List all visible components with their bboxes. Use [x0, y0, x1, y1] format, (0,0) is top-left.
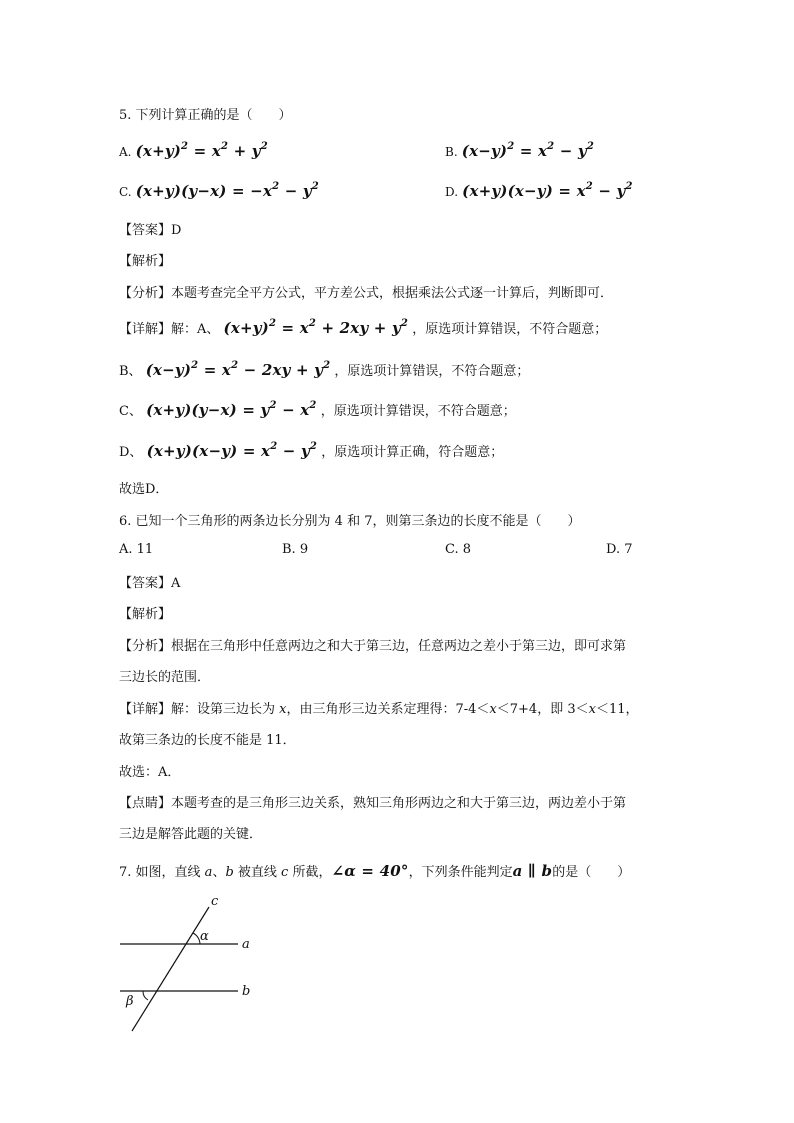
var-b: b: [225, 865, 234, 880]
q6-detail-1: [119, 698, 639, 717]
q5-option-d: [445, 182, 633, 200]
label-b: b: [242, 984, 251, 999]
label-c: c: [211, 894, 219, 909]
text: 所截，: [288, 865, 332, 880]
q5-option-c: [119, 182, 319, 200]
option-label: B.: [445, 145, 458, 159]
q5-fenxi: 【分析】本题考查完全平方公式，平方差公式，根据乘法公式逐一计算后，判断即可．: [119, 286, 614, 301]
q6-fenxi-2: 三边长的范围．: [119, 670, 211, 685]
var-x: x: [588, 702, 596, 717]
option-expression: $(x+y)(x-y) = x^2 - y^2$: [462, 181, 633, 200]
transversal-figure: [110, 893, 280, 1033]
detail-expression: $(x-y)^2 = x^2 - 2xy + y^2$: [145, 360, 331, 379]
q6-stem: 6. 已知一个三角形的两条边长分别为 4 和 7，则第三条边的长度不能是（ ）: [119, 514, 581, 529]
option-label: A.: [119, 145, 132, 159]
q5-detail-a: [119, 318, 607, 337]
q6-option-d: D. 7: [606, 542, 633, 557]
q5-detail-d: [119, 441, 503, 460]
q6-analysis-title: 【解析】: [119, 607, 172, 622]
q7-stem: [119, 861, 630, 880]
q5-detail-b: [119, 360, 529, 379]
line-c: [132, 907, 209, 1031]
var-c: c: [281, 865, 289, 880]
option-expression: $(x-y)^2 = x^2 - y^2$: [461, 141, 595, 160]
text: 7. 如图，直线: [119, 865, 205, 880]
q6-conclusion: 故选：A．: [119, 765, 181, 780]
beta-arc: [143, 991, 148, 1000]
detail-prefix: D、: [119, 445, 143, 460]
alpha-arc: [193, 933, 200, 944]
text: 被直线: [233, 865, 282, 880]
detail-expression: $(x+y)(y-x) = y^2 - x^2$: [146, 400, 317, 419]
detail-suffix: ，原选项计算正确，符合题意；: [321, 445, 504, 460]
q6-dianjing-1: 【点睛】本题考查的是三角形三边关系，熟知三角形两边之和大于第三边，两边差小于第: [119, 796, 627, 811]
q6-option-c: C. 8: [445, 542, 472, 557]
text: ，由三角形三边关系定理得：7-4＜: [286, 702, 490, 717]
text: ，下列条件能判定: [408, 865, 513, 880]
text: ＜11，: [595, 702, 639, 717]
detail-expression: $(x+y)(x-y) = x^2 - y^2$: [146, 441, 318, 460]
angle-expression: ∠α = 40°: [331, 862, 409, 880]
option-label: D.: [445, 185, 459, 199]
q5-detail-c: [119, 400, 516, 419]
label-beta: β: [126, 994, 134, 1009]
detail-suffix: ，原选项计算错误，不符合题意；: [320, 404, 516, 419]
q6-option-b: B. 9: [282, 542, 309, 557]
label-alpha: α: [200, 929, 209, 944]
text: 、: [212, 865, 226, 880]
detail-suffix: ，原选项计算错误，不符合题意；: [412, 322, 608, 337]
q5-answer: 【答案】D: [119, 223, 182, 238]
label-a: a: [242, 937, 250, 952]
var-x: x: [279, 702, 287, 717]
q5-stem: 5. 下列计算正确的是（ ）: [119, 108, 292, 123]
detail-prefix: C、: [119, 404, 142, 419]
detail-suffix: ，原选项计算错误，不符合题意；: [334, 364, 530, 379]
detail-expression: $(x+y)^2 = x^2 + 2xy + y^2$: [223, 318, 409, 337]
option-expression: $(x+y)(y-x) = -x^2 - y^2$: [135, 181, 319, 200]
q6-option-a: A. 11: [119, 542, 154, 557]
q6-fenxi-1: 【分析】根据在三角形中任意两边之和大于第三边，任意两边之差小于第三边，即可求第: [119, 639, 627, 654]
detail-prefix: B、: [119, 364, 142, 379]
parallel-expression: a ∥ b: [512, 862, 553, 880]
q6-answer: 【答案】A: [119, 576, 181, 591]
q5-option-b: [445, 142, 594, 160]
text: 【详解】解：设第三边长为: [119, 702, 280, 717]
text: ＜7+4，即 3＜: [496, 702, 589, 717]
q5-analysis-title: 【解析】: [119, 254, 172, 269]
detail-prefix: 【详解】解：A、: [119, 322, 220, 337]
q6-dianjing-2: 三边是解答此题的关键．: [119, 827, 263, 842]
option-label: C.: [119, 185, 132, 199]
option-expression: $(x+y)^2 = x^2 + y^2$: [135, 141, 268, 160]
q5-option-a: [119, 142, 268, 160]
text: 的是（ ）: [552, 865, 631, 880]
var-a: a: [204, 865, 213, 880]
q6-detail-2: 故第三条边的长度不能是 11．: [119, 733, 296, 748]
q5-conclusion: 故选D．: [119, 482, 169, 497]
var-x: x: [489, 702, 497, 717]
